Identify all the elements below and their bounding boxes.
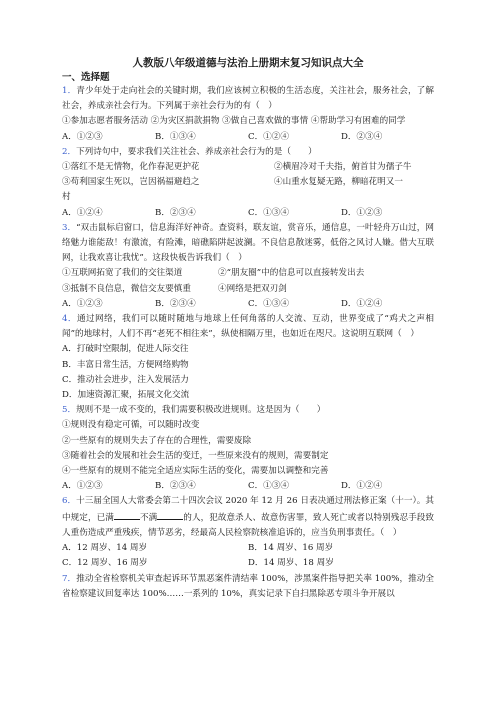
option-c[interactable]: C．①③④: [248, 207, 289, 218]
item-2: ②横眉冷对千夫指，俯首甘为孺子牛: [274, 162, 412, 173]
question-7-stem: [62, 572, 434, 602]
option-b[interactable]: B．14 周岁、16 周岁: [248, 543, 334, 554]
question-5-options: [62, 479, 434, 494]
option-c[interactable]: C．12 周岁、16 周岁: [62, 558, 148, 569]
item-2: ②一些原有的规则失去了存在的合理性，需要废除: [62, 435, 252, 446]
question-number: 7．: [62, 573, 77, 584]
item-3: ③苟利国家生死以，岂因祸福避趋之: [62, 177, 200, 188]
question-3: [62, 221, 434, 312]
question-6-options: [62, 541, 434, 571]
option-d[interactable]: D．①②③: [341, 207, 383, 218]
item-3: ③随着社会的发展和社会生活的变迁，一些原来没有的规则，需要制定: [62, 450, 329, 461]
section-heading: 一、选择题: [62, 72, 110, 83]
option-b[interactable]: B．②③④: [155, 298, 196, 309]
option-d[interactable]: D．①②④: [341, 481, 383, 492]
question-number: 1．: [62, 86, 77, 96]
option-c[interactable]: C．①③④: [248, 481, 289, 492]
question-1-stem: [62, 84, 434, 114]
question-4: [62, 312, 434, 403]
option-d[interactable]: D．加速资源汇聚，拓展文化交流: [62, 390, 190, 401]
option-a[interactable]: A．①②④: [62, 207, 103, 218]
option-a[interactable]: A．①②③: [62, 481, 103, 492]
question-text: “双击鼠标启窗口，信息海洋好神奇。查资料，联友谊，赏音乐，通信息，一叶轻舟万山过，网络魅力谁能敌！有激流，有险滩，暗礁陷阱起波澜。不良信息散迷雾，低俗之风讨人嫌。借大互联网，让我欢喜让我忧”。这段快板告诉我们（ ）: [62, 222, 434, 264]
answer-blank[interactable]: [114, 510, 140, 520]
item-1: ①互联网拓宽了我们的交往渠道: [62, 268, 183, 279]
option-b[interactable]: B．①③④: [155, 131, 196, 142]
question-3-stem: [62, 221, 434, 267]
question-number: 4．: [62, 314, 77, 325]
item-4-tail: 村: [62, 192, 71, 203]
option-c[interactable]: C．①②④: [248, 131, 289, 142]
question-6-stem: [62, 494, 434, 541]
question-text-a: 十三届全国人大常委会第二十四次会议 2020 年 12 月 26 日表决通过刑法修正案（十一）。其中规定，已满: [62, 496, 434, 523]
option-d[interactable]: D．①②④: [341, 298, 383, 309]
option-a[interactable]: A．打破时空限制，促进人际交往: [62, 344, 189, 355]
option-d[interactable]: D．②③④: [341, 131, 383, 142]
question-2: [62, 145, 434, 221]
item-3: ③抵制不良信息，微信交友要慎重: [62, 283, 191, 294]
question-3-items-row: [62, 266, 434, 281]
item-4: ④网络是把双刃剑: [218, 283, 287, 294]
item-1: ①落红不是无情物，化作春泥更护花: [62, 162, 200, 173]
question-2-items-row: [62, 160, 434, 175]
question-2-options: [62, 206, 434, 221]
question-2-stem: [62, 145, 434, 160]
question-text: 规则不是一成不变的，我们需要积极改进规则。这是因为（ ）: [76, 405, 326, 416]
document-page: [62, 56, 434, 602]
answer-blank[interactable]: [157, 510, 183, 520]
document-title: 人教版八年级道德与法治上册期末复习知识点大全: [132, 57, 364, 69]
question-number: 3．: [62, 222, 77, 233]
item-4: ④山重水复疑无路，柳暗花明又一: [274, 177, 403, 188]
option-b[interactable]: B．丰富日常生活，方便网络购物: [62, 359, 189, 370]
question-text: 下列诗句中，要求我们关注社会、养成亲社会行为的是（ ）: [76, 146, 317, 157]
item-2: ②“朋友圈”中的信息可以直接转发出去: [218, 268, 365, 279]
question-1-items: ①参加志愿者服务活动 ②为灾区捐款捐物 ③做自己喜欢做的事情 ④帮助学习有困难的同学: [62, 116, 406, 127]
question-4-stem: [62, 312, 434, 342]
question-text: 通过网络，我们可以随时随地与地球上任何角落的人交流、互动，世界变成了“鸡犬之声相闻”的地球村，人们不再“老死不相往来”，纵使相隔万里，也如近在咫尺。这说明互联网（ ）: [62, 314, 434, 340]
question-number: 6．: [62, 496, 77, 507]
option-b[interactable]: B．②③④: [155, 207, 196, 218]
option-c[interactable]: C．①③④: [248, 298, 289, 309]
question-text-c: 的人，犯故意杀人、故意伤害罪，致人死亡或者以特别残忍手段致人重伤造成严重残疾，情节恶劣，经最高人民检察院核准追诉的，应当负刑事责任。（ ）: [62, 512, 434, 538]
question-5-stem: [62, 403, 434, 418]
question-3-options: [62, 297, 434, 312]
question-6: [62, 494, 434, 571]
question-3-items-row: [62, 282, 434, 297]
question-number: 5．: [62, 405, 77, 416]
option-a[interactable]: A．12 周岁、14 周岁: [62, 543, 148, 554]
question-number: 2．: [62, 146, 77, 157]
item-1: ①规则没有稳定可循，可以随时改变: [62, 420, 200, 431]
option-c[interactable]: C．推动社会进步，注入发展活力: [62, 374, 189, 385]
question-text: 青少年处于走向社会的关键时期，我们应该树立积极的生活态度，关注社会，服务社会，了解社会，养成亲社会行为。下列属于亲社会行为的有（ ）: [62, 86, 434, 112]
option-d[interactable]: D．14 周岁、18 周岁: [248, 558, 334, 569]
item-4: ④一些原有的规则不能完全适应实际生活的变化，需要加以调整和完善: [62, 466, 329, 477]
option-b[interactable]: B．②③④: [155, 481, 196, 492]
question-1: [62, 84, 434, 145]
question-7: [62, 572, 434, 602]
option-a[interactable]: A．①②③: [62, 131, 103, 142]
option-a[interactable]: A．①②③: [62, 298, 103, 309]
question-5: [62, 403, 434, 494]
question-text-b: 不满: [139, 512, 158, 523]
question-1-options: [62, 130, 434, 145]
question-text: 推动全省检察机关审查起诉环节黑恶案件清结率 100%，涉黑案件指导把关率 100%，推动全省检察建议回复率达 100%……一系列的 10%，真实记录下自扫黑除恶专项斗争开展以: [62, 573, 435, 599]
question-2-items-row: [62, 175, 434, 190]
